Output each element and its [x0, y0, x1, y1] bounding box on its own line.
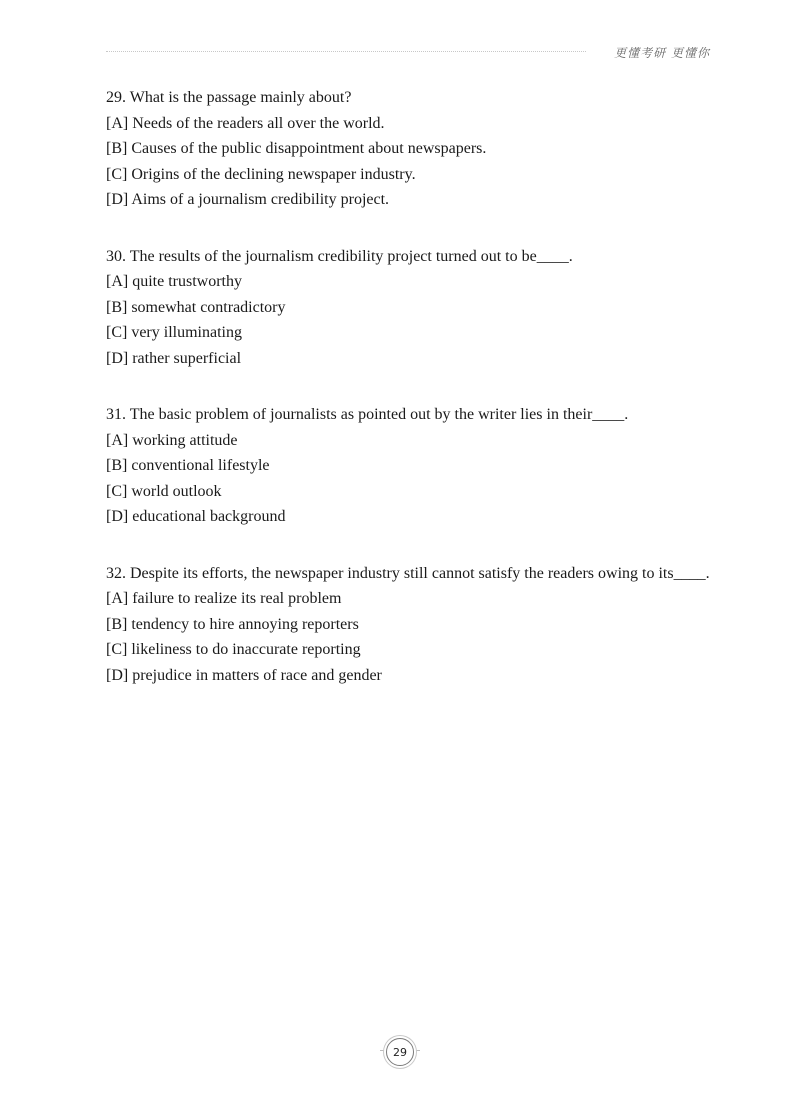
option-d: [D] prejudice in matters of race and gender	[106, 666, 382, 684]
question-31	[106, 402, 712, 530]
question-30	[106, 244, 712, 372]
question-stem: 31. The basic problem of journalists as pointed out by the writer lies in their____.	[106, 406, 629, 423]
question-29	[106, 85, 712, 213]
header-divider	[106, 51, 586, 52]
option-b: [B] Causes of the public disappointment about newspapers.	[106, 140, 487, 157]
option-a: [A] Needs of the readers all over the world.	[106, 114, 385, 132]
option-c: [C] world outlook	[106, 482, 222, 500]
option-a: [A] quite trustworthy	[106, 273, 242, 290]
option-a: [A] failure to realize its real problem	[106, 590, 342, 607]
option-d: [D] rather superficial	[106, 349, 242, 367]
option-b: [B] tendency to hire annoying reporters	[106, 615, 359, 633]
question-stem: 29. What is the passage mainly about?	[106, 89, 352, 106]
question-list	[106, 85, 712, 719]
option-d: [D] Aims of a journalism credibility project.	[106, 191, 390, 208]
option-c: [C] very illuminating	[106, 324, 242, 341]
option-d: [D] educational background	[106, 508, 286, 525]
question-32	[106, 561, 712, 689]
option-a: [A] working attitude	[106, 431, 238, 449]
header-tagline: 更懂考研 更懂你	[614, 46, 710, 60]
option-c: [C] likeliness to do inaccurate reporting	[106, 641, 361, 658]
question-stem: 32. Despite its efforts, the newspaper industry still cannot satisfy the readers owing to its____.	[106, 564, 710, 582]
question-stem: 30. The results of the journalism credibility project turned out to be____.	[106, 247, 573, 265]
page-number: 29	[386, 1038, 414, 1066]
option-c: [C] Origins of the declining newspaper industry.	[106, 165, 416, 183]
option-b: [B] somewhat contradictory	[106, 298, 286, 316]
option-b: [B] conventional lifestyle	[106, 457, 270, 474]
